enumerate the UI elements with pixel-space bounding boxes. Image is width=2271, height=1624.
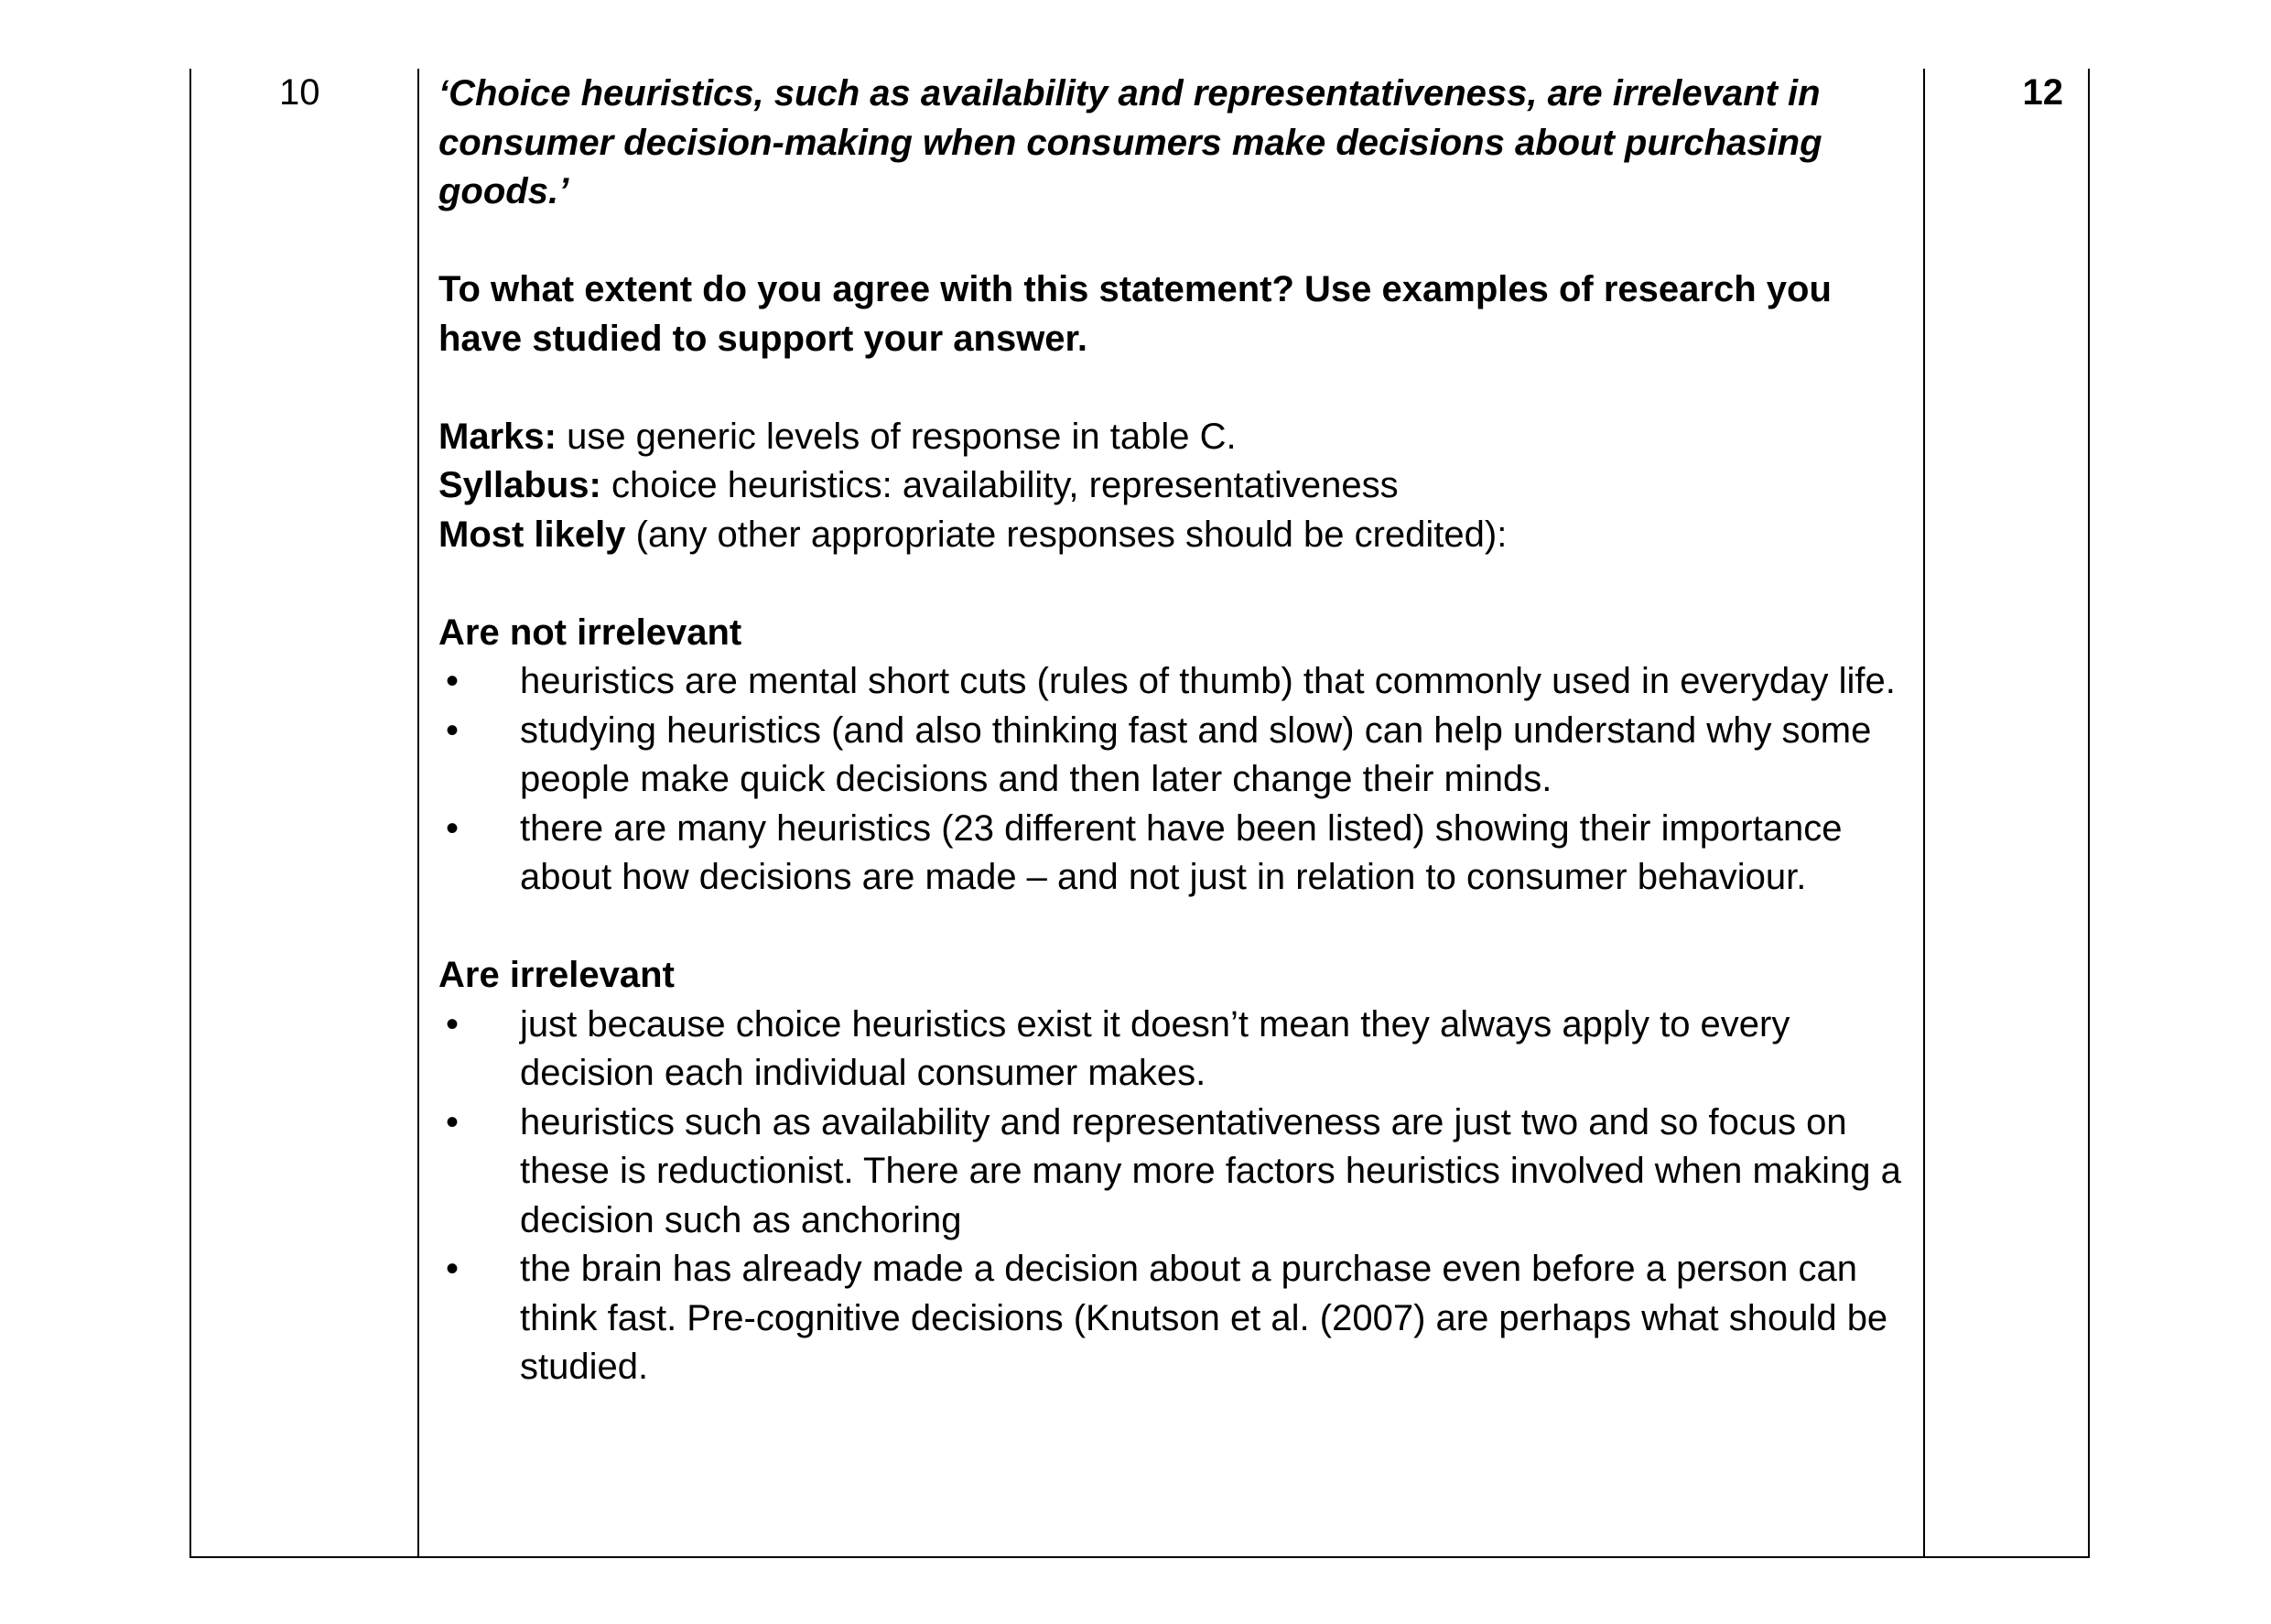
section-heading: Are irrelevant	[438, 955, 675, 995]
syllabus-text: choice heuristics: availability, representativeness	[600, 465, 1399, 505]
likely-label: Most likely	[438, 514, 626, 555]
bullet-icon: •	[446, 661, 460, 701]
list-item-text: the brain has already made a decision about a purchase even before a person can think fast. Pre-cognitive decisions (Knutson et al. (2007) are perhaps what should be studied.	[520, 1249, 1888, 1387]
bullet-icon: •	[446, 1249, 460, 1289]
likely-guidance	[438, 511, 1903, 560]
bullet-icon: •	[446, 1101, 460, 1142]
table-border-right	[2088, 69, 2090, 1558]
list-item-text: just because choice heuristics exist it doesn’t mean they always apply to every decision each individual consumer makes.	[520, 1003, 1790, 1093]
syllabus-guidance	[438, 461, 1903, 511]
table-border-bottom	[189, 1556, 2090, 1558]
question-quote: ‘Choice heuristics, such as availability and representativeness, are irrelevant in consumer decision-making when consumers make decisions about purchasing goods.’	[438, 73, 1822, 211]
bullet-icon: •	[446, 709, 460, 751]
list-item-text: heuristics are mental short cuts (rules of thumb) that commonly used in everyday life.	[520, 661, 1896, 701]
question-number: 10	[279, 72, 320, 113]
list-item-text: there are many heuristics (23 different have been listed) showing their importance about how decisions are made – and not just in relation to consumer behaviour.	[520, 807, 1843, 897]
table-border-left	[189, 69, 191, 1558]
table-divider-question	[417, 69, 419, 1558]
list-item	[438, 1001, 1903, 1099]
question-marks: 12	[2022, 72, 2063, 113]
list-item	[438, 707, 1903, 805]
marks-text: use generic levels of response in table C.	[556, 416, 1237, 457]
list-item	[438, 805, 1903, 903]
answer-cell	[438, 70, 1903, 1392]
list-item-text: studying heuristics (and also thinking fast and slow) can help understand why some people make quick decisions and then later change their minds.	[520, 709, 1872, 799]
syllabus-label: Syllabus:	[438, 465, 601, 505]
marks-label: Marks:	[438, 416, 557, 457]
marks-guidance	[438, 413, 1903, 462]
bullet-icon: •	[446, 807, 460, 849]
bullet-list	[438, 1001, 1903, 1392]
list-item	[438, 1099, 1903, 1246]
list-item	[438, 1245, 1903, 1392]
section-heading: Are not irrelevant	[438, 612, 742, 653]
question-prompt: To what extent do you agree with this statement? Use examples of research you have studied to support your answer.	[438, 269, 1832, 359]
bullet-list	[438, 657, 1903, 903]
list-item-text: heuristics such as availability and representativeness are just two and so focus on these is reductionist. There are many more factors heuristics involved when making a decision such as anchoring	[520, 1101, 1901, 1240]
table-divider-marks	[1923, 69, 1925, 1558]
list-item	[438, 657, 1903, 707]
likely-text: (any other appropriate responses should be credited):	[625, 514, 1508, 555]
bullet-icon: •	[446, 1003, 460, 1045]
